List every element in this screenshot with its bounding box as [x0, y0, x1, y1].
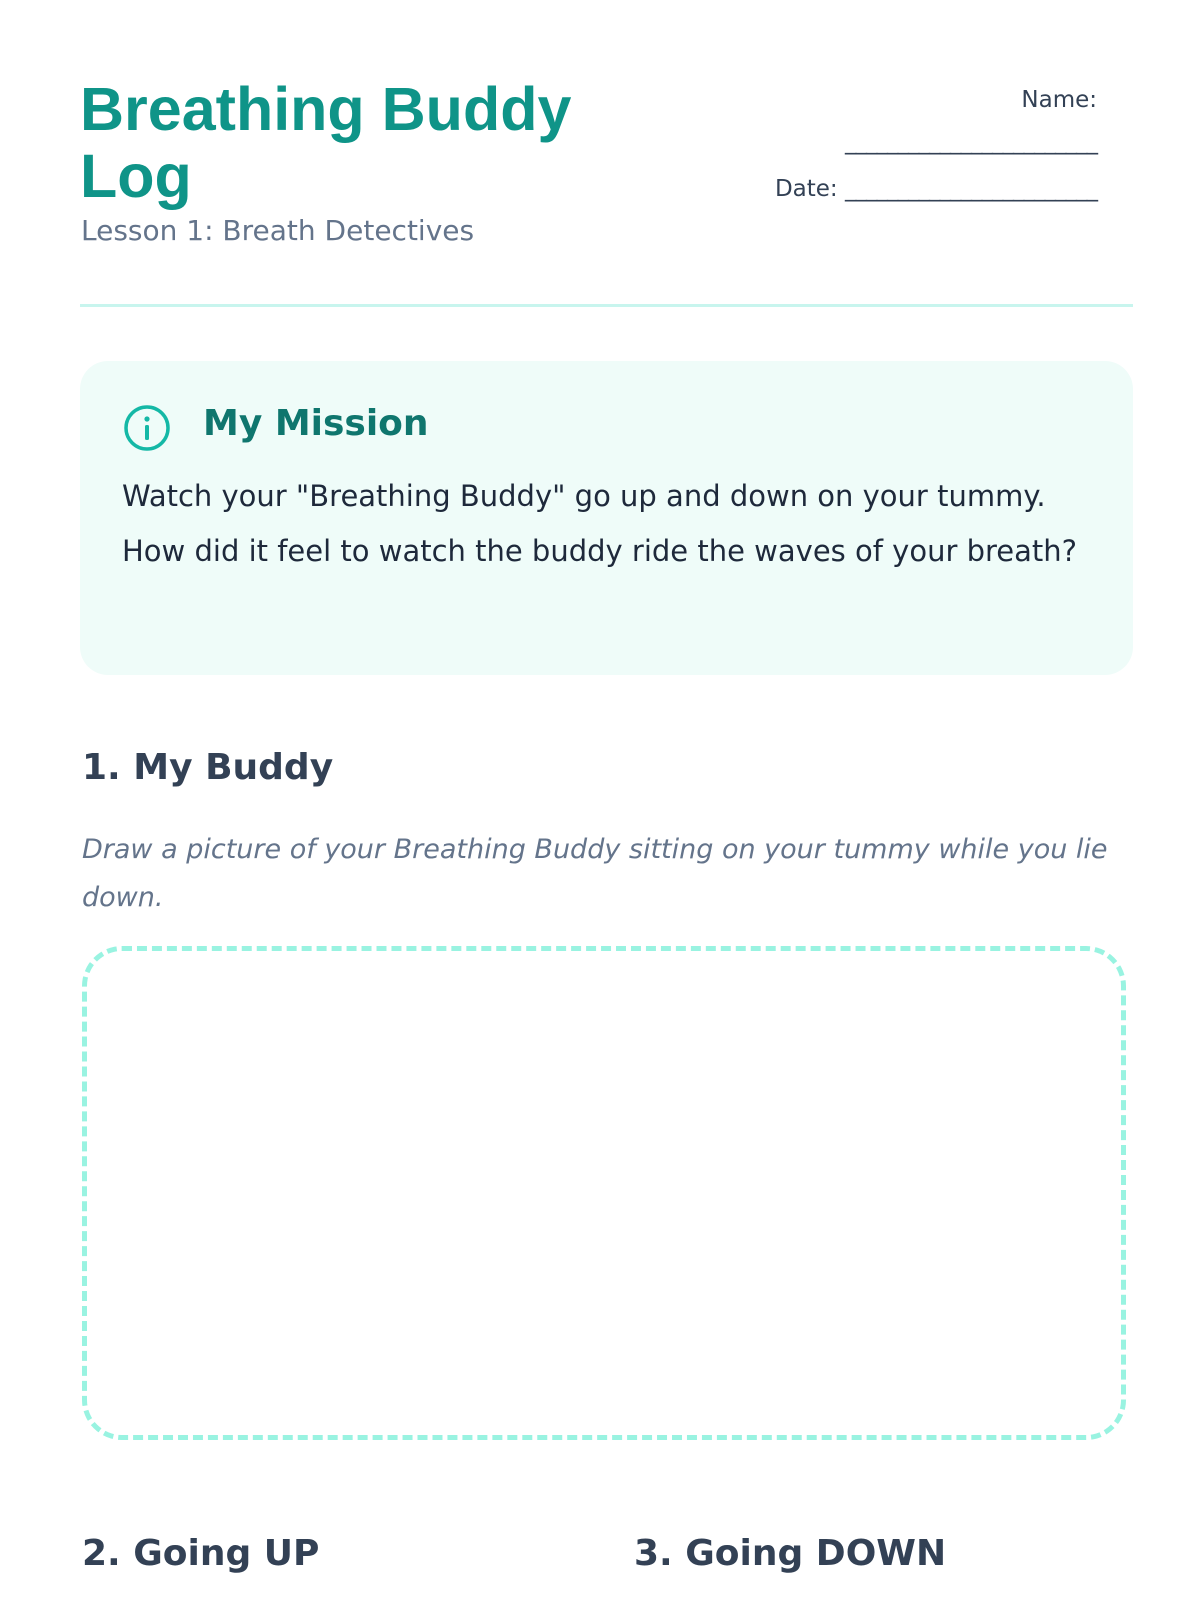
- name-label: Name:: [1021, 87, 1097, 113]
- section-title-going-up: 2. Going UP: [82, 1533, 320, 1574]
- section-title-going-down: 3. Going DOWN: [634, 1533, 947, 1574]
- date-field[interactable]: [637, 176, 1097, 202]
- header-divider: [80, 304, 1133, 307]
- mission-box: [80, 361, 1133, 675]
- name-field[interactable]: [737, 86, 1097, 156]
- mission-heading: My Mission: [203, 403, 429, 444]
- page-title: Breathing Buddy Log: [80, 75, 572, 210]
- info-circle-icon: [123, 404, 171, 452]
- name-blank-line[interactable]: ________________________: [845, 129, 1097, 155]
- mission-text: Watch your "Breathing Buddy" go up and down on your tummy. How did it feel to watch the buddy ride the waves of your breath?: [122, 479, 1078, 568]
- drawing-area[interactable]: [82, 946, 1126, 1440]
- date-blank-line[interactable]: ________________________: [845, 176, 1097, 202]
- date-label: Date:: [774, 176, 838, 202]
- section-title-my-buddy: 1. My Buddy: [82, 747, 334, 788]
- lesson-subtitle: Lesson 1: Breath Detectives: [81, 214, 475, 247]
- drawing-instruction: Draw a picture of your Breathing Buddy sitting on your tummy while you lie down.: [82, 834, 1108, 913]
